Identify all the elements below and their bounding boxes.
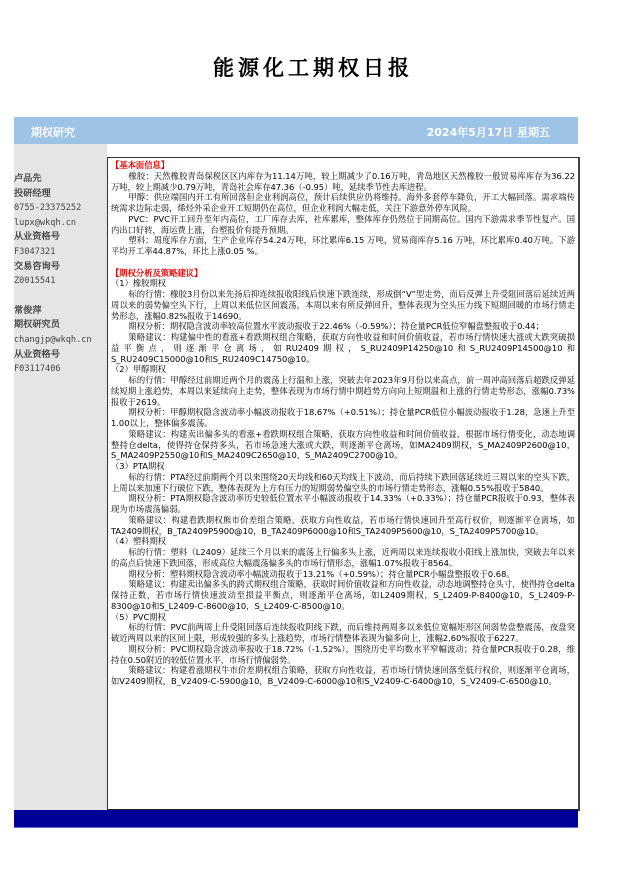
strategy-paragraph: 策略建议：构建卖出偏多头的跨式期权组合策略，获取时间价值收益和方向性收益，动态地调整持仓头寸，使得持仓delta保持正数，若市场行情快速波动至损益平衡点，则逐渐平仓离场，如L2409期权，S_L2409-P-8400@10，S_L2409-P-8300@10和S_L2409-C-8600@10，S_L2409-C-8500@10。	[111, 579, 575, 611]
fundamentals-pvc: PVC：PVC开工回升至年内高位，工厂库存去库，社库累库，整体库存仍然位于同期高位。国内下游需求季节性复产。国内出口好转，海运费上涨，台塑报价有提升预期。	[111, 213, 575, 235]
option-analysis-paragraph: 期权分析：PVC期权隐含波动率报收于18.72%（-1.52%），围绕历史平均数水平窄幅波动；持仓量PCR报收于0.28，维持在0.50附近的较低位置水平，市场行情偏弱势。	[111, 643, 575, 665]
analyst-email[interactable]: lupx@wkqh.cn	[14, 217, 77, 228]
section-label: 期权研究	[31, 126, 75, 139]
analyst-email[interactable]: changjp@wkqh.cn	[14, 334, 92, 345]
market-paragraph: 标的行情：塑料（L2409）延续三个月以来的震荡上行偏多头上涨，近两周以来连续报收小阳线上涨加快，突破去年以来的高点后快速下跌回落，形成高位大幅震荡偏多头的市场行情形态，涨幅1.07%报收于8564。	[111, 547, 575, 568]
analyst-name: 卢品先	[14, 173, 42, 184]
fundamentals-heading: 【基本面信息】	[111, 160, 170, 170]
option-analysis-paragraph: 期权分析：期权隐含波动率较高位置水平波动报收于22.46%（-0.59%）；持仓量PCR低位窄幅盘整报收于0.44；	[128, 321, 544, 332]
section-title: （4）塑料期权	[111, 536, 167, 547]
strategy-paragraph: 策略建议：构建看涨期权牛市价差期权组合策略，获取方向性收益，若市场行情快速回落至低行权价，则逐渐平仓离场，如V2409期权，B_V2409-C-5900@10，B_V2409-C-6000@10和S_V2409-C-6400@10，S_V2409-C-6500@10。	[111, 665, 575, 686]
option-analysis-paragraph: 期权分析：塑料期权隐含波动率小幅波动报收于13.21%（+0.59%）；持仓量PCR小幅盘整报收于0.68。	[128, 568, 515, 579]
license-number: F3047321	[14, 246, 56, 257]
option-analysis-paragraph: 期权分析：PTA期权隐含波动率历史较低位置水平小幅波动报收于14.33%（+0.33%）；持仓量PCR报收于0.93，整体表现为市场震荡偏弱。	[111, 493, 575, 514]
fundamentals-methanol: 甲醇：供应端国内开工有所回落但企业利润高位，预计后续供应仍将维持。海外多套停车降负，开工大幅回落。需求端传统需求边际走弱，烯烃外采企业开工短期仍在高位，但企业利润大幅走低，关注下游意外停车风险。	[111, 192, 575, 213]
section-title: （1）橡胶期权	[111, 278, 167, 289]
strategy-paragraph: 策略建议：构建看跌期权熊市价差组合策略，获取方向性收益，若市场行情快速回升至高行权价，则逐渐平仓离场，如TA2409期权，B_TA2409P5900@10，B_TA2409P6000@10和S_TA2409P5600@10，S_TA2409P5700@10。	[111, 514, 575, 536]
license-number: F03117406	[14, 364, 61, 375]
report-body	[107, 157, 580, 811]
section-title: （5）PVC期权	[111, 611, 166, 622]
fundamentals-plastic: 塑料：周度库存方面，生产企业库存54.24万吨，环比累库6.15 万吨，贸易商库存5.16 万吨，环比累库0.40万吨。下游平均开工率44.87%，环比上涨0.05 %。	[111, 235, 575, 256]
section-title: （3）PTA期权	[111, 461, 165, 471]
report-title: 能源化工期权日报	[213, 55, 413, 80]
license-label: 从业资格号	[14, 348, 60, 360]
market-paragraph: 标的行情：甲醇经过前期近两个月的震荡上行温和上涨，突破去年2023年9月份以来高点，前一周冲高回落后超跌反弹延续短期上涨趋势，本周以来延续向上走势，整体表现为市场行情中期趋势方向向上短期温和上涨的行情走势形态，涨幅0.73%报收于2619。	[111, 375, 575, 407]
report-date: 2024年5月17日 星期五	[426, 126, 550, 139]
section-title: （2）甲醇期权	[111, 364, 167, 375]
strategy-paragraph: 策略建议：构建偏中性的看涨+看跌期权组合策略，获取方向性收益和时间价值收益，若市场行情快速大涨或大跌突破损益平衡点，则逐渐平仓离场，如RU2409期权，S_RU2409P14250@10和S_RU2409P14500@10和S_RU2409C15000@10和S_RU2409C14750@10。	[111, 332, 575, 364]
option-analysis-paragraph: 期权分析：甲醇期权隐含波动率小幅波动报收于18.67%（+0.51%）；持仓量PCR低位小幅波动报收于1.28，急速上升至1.00以上，整体偏多震荡。	[111, 407, 575, 428]
analyst-role: 期权研究员	[14, 319, 60, 331]
advisory-number: Z0015541	[14, 276, 56, 287]
footer-bar	[14, 810, 578, 828]
fundamentals-rubber: 橡胶：天然橡胶青岛保税区区内库存为11.14万吨，较上期减少了0.16万吨，青岛地区天然橡胶一般贸易库库存为36.22万吨，较上期减少0.79万吨，青岛社会库存47.36（-0.95）吨，延续季节性去库进程。	[111, 170, 575, 192]
advisory-label: 交易咨询号	[14, 260, 60, 272]
market-paragraph: 标的行情：PVC前两周上升受阻回落后连续报收阴线下跌，而后维持两周多以来低位宽幅矩形区间弱势盘整震荡，夜盘突破近两周以来的区间上限，形成较强的多头上涨趋势，市场行情整体表现为偏多向上，涨幅2.60%报收于6227。	[111, 622, 575, 643]
market-paragraph: 标的行情：橡胶3月份以来先扬后抑连续报收阳线后快速下跌连续，形成倒“V”型走势，而后反弹上升受阻回落后延续近两周以来的弱势偏空头下行，上周以来低位区间震荡，本周以来有所反弹回升，整体表现为空头压力线下短期回暖的市场行情走势形态，涨幅0.82%报收于14690。	[111, 289, 575, 321]
analyst-name: 常俊萍	[14, 304, 42, 316]
analyst-phone: 0755-23375252	[14, 203, 82, 214]
header-band	[14, 117, 578, 144]
strategy-paragraph: 策略建议：构建卖出偏多头的看涨+看跌期权组合策略，获取方向性收益和时间价值收益，根据市场行情变化，动态地调整持仓delta，使得持仓保持多头，若市场急速大涨或大跌，则逐渐平仓离场，如MA2409期权，S_MA2409P2600@10，S_MA2409P2550@10和S_MA2409C2650@10，S_MA2409C2700@10。	[111, 428, 575, 461]
market-paragraph: 标的行情：PTA经过前期两个月以来围绕20天均线和60天均线上下波动，而后持续下跌回落延续近三周以来的空头下跌，上周以来加速下行破位下跌，整体表现为上方有压力的短期弱势偏空头的市场行情走势形态，涨幅0.55%报收于5840。	[111, 471, 575, 493]
analysis-heading: 【期权分析及策略建议】	[111, 267, 203, 278]
license-label: 从业资格号	[14, 231, 60, 243]
analyst-role: 投研经理	[14, 187, 51, 199]
analyst-contacts	[14, 172, 92, 377]
